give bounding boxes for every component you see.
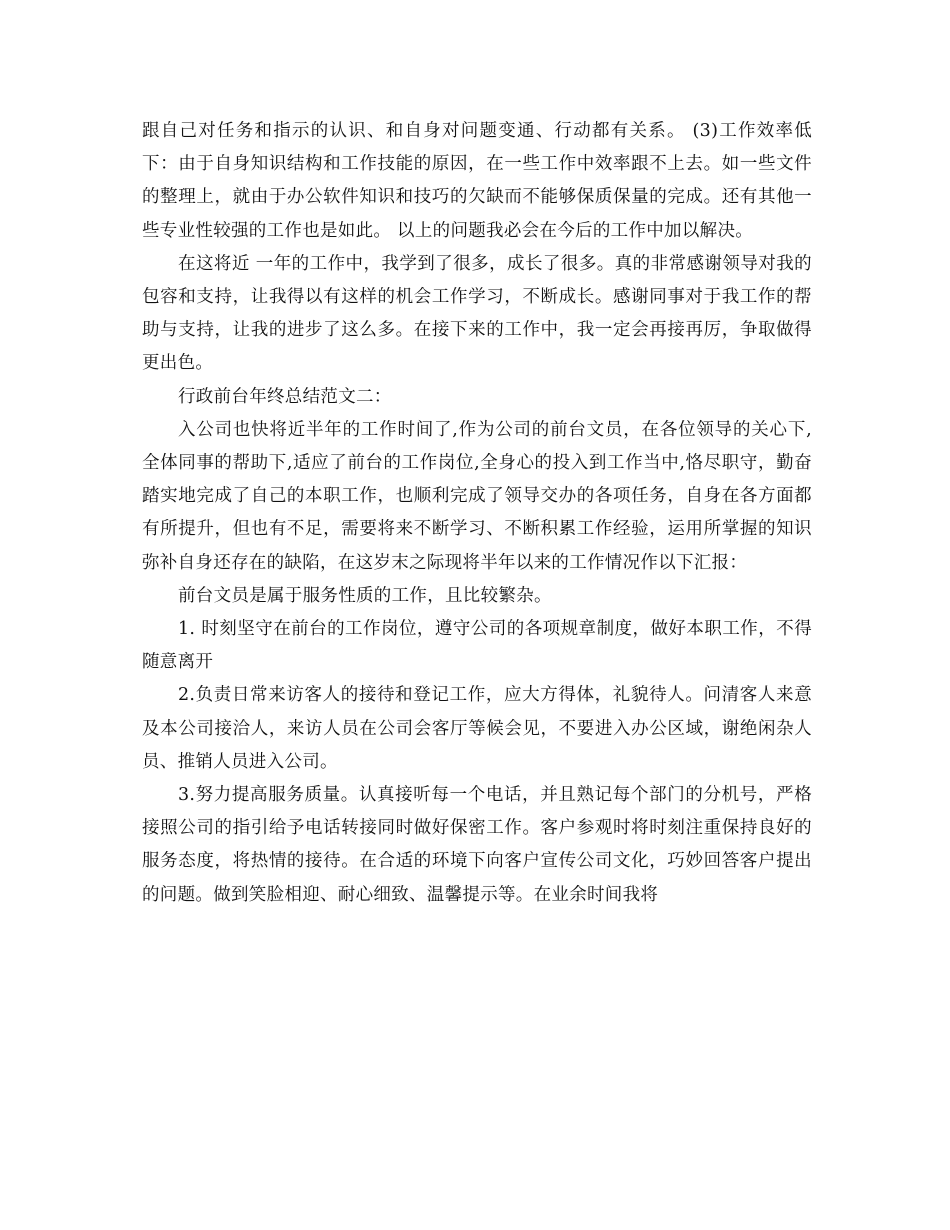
list-item-1: 1. 时刻坚守在前台的工作岗位，遵守公司的各项规章制度，做好本职工作，不得随意离开 <box>142 619 812 673</box>
list-item-3: 3.努力提高服务质量。认真接听每一个电话，并且熟记每个部门的分机号，严格接照公司的指引给予电话转接同时做好保密工作。客户参观时将时刻注重保持良好的服务态度，将热情的接待。在合适的环境下向客户宣传公司文化，巧妙回答客户提出的问题。做到笑脸相迎、耐心细致、温馨提示等。在业余时间我将 <box>142 785 812 905</box>
list-item-2: 2.负责日常来访客人的接待和登记工作，应大方得体，礼貌待人。问清客人来意及本公司接洽人，来访人员在公司会客厅等候会见，不要进入办公区域，谢绝闲杂人员、推销人员进入公司。 <box>142 685 812 772</box>
paragraph-2: 在这将近 一年的工作中，我学到了很多，成长了很多。真的非常感谢领导对我的包容和支持，让我得以有这样的机会工作学习，不断成长。感谢同事对于我工作的帮助与支持，让我的进步了这么多。在接下来的工作中，我一定会再接再厉，争取做得更出色。 <box>142 253 812 374</box>
paragraph-3: 入公司也快将近半年的工作时间了,作为公司的前台文员，在各位领导的关心下,全体同事的帮助下,适应了前台的工作岗位,全身心的投入到工作当中,恪尽职守，勤奋踏实地完成了自己的本职工作，也顺利完成了领导交办的各项任务，自身在各方面都有所提升，但也有不足，需要将来不断学习、不断积累工作经验，运用所掌握的知识弥补自身还存在的缺陷，在这岁末之际现将半年以来的工作情况作以下汇报： <box>142 419 812 573</box>
paragraph-1: 跟自己对任务和指示的认识、和自身对问题变通、行动都有关系。 (3)工作效率低下：由于自身知识结构和工作技能的原因，在一些工作中效率跟不上去。如一些文件的整理上，就由于办公软件知识和技巧的欠缺而不能够保质保量的完成。还有其他一些专业性较强的工作也是如此。 以上的问题我必会在今后的工作中加以解决。 <box>142 121 812 241</box>
paragraph-4: 前台文员是属于服务性质的工作，且比较繁杂。 <box>178 585 552 606</box>
document-body <box>142 115 812 912</box>
section-heading: 行政前台年终总结范文二： <box>178 386 392 407</box>
